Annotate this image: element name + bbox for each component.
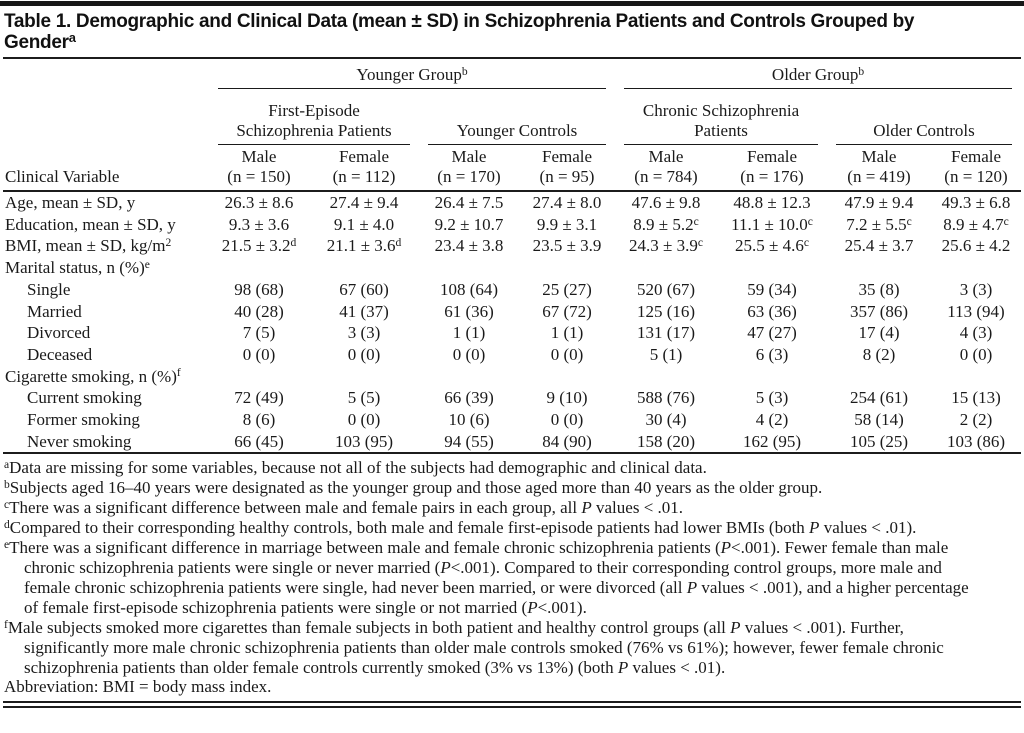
cell-value: 23.5 ± 3.9: [532, 236, 602, 256]
cell-value: 15 (13): [951, 388, 1001, 408]
row-label: Married: [27, 301, 82, 321]
cell-value: [717, 257, 827, 279]
row-label: BMI, mean ± SD, $kg/m^2$: [5, 236, 172, 256]
cell-value: 47.6 ± 9.8: [631, 193, 701, 212]
cell-value: 66 (39): [444, 388, 494, 408]
cell-value: [519, 366, 615, 388]
column-header: Female (n = 95): [519, 145, 615, 191]
group-header-label: Older Group$^b$: [624, 65, 1012, 89]
column-header-row: [3, 145, 1021, 191]
table-row: [3, 366, 1021, 388]
table-row: [3, 322, 1021, 344]
cell-value: 30 (4): [645, 410, 687, 430]
cell-value: 9.9 ± 3.1: [536, 214, 598, 234]
cell-value: 158 (20): [615, 431, 717, 454]
cell-value: 58 (14): [854, 410, 904, 430]
table-row: [3, 344, 1021, 366]
demographics-table: [3, 59, 1021, 454]
cell-value: 67 (72): [542, 301, 592, 321]
cell-value: 72 (49): [234, 388, 284, 408]
cell-value: 27.4 ± 8.0: [532, 193, 602, 212]
cell-value: 0 (0): [550, 344, 584, 364]
cell-value: 3 (3): [959, 279, 993, 299]
subgroup-header-label: Younger Controls: [428, 121, 606, 145]
cell-value: 61 (36): [444, 301, 494, 321]
row-label: Age, mean ± SD, y: [5, 193, 136, 212]
cell-value: [309, 366, 419, 388]
subgroup-header: [419, 89, 615, 145]
cell-value: 9.2 ± 10.7: [434, 214, 504, 234]
column-header: Male (n = 784): [615, 145, 717, 191]
cell-value: 0 (0): [347, 410, 381, 430]
table-title: Table 1. Demographic and Clinical Data (mean ± SD) in Schizophrenia Patients and Controls Grouped by Gender$^a$: [4, 11, 915, 53]
cell-value: 10 (6): [448, 410, 490, 430]
cell-value: 49.3 ± 6.8: [941, 193, 1011, 212]
cell-value: [615, 257, 717, 279]
cell-value: 24.3 ± 3.9$^c$: [629, 236, 703, 256]
table-row: [3, 431, 1021, 454]
subgroup-header-label: First-Episode Schizophrenia Patients: [218, 101, 410, 145]
cell-value: [615, 366, 717, 388]
column-header: Male (n = 150): [209, 145, 309, 191]
column-header: Female (n = 176): [717, 145, 827, 191]
table-body: [3, 191, 1021, 453]
cell-value: 8 (2): [862, 344, 896, 364]
abbreviation-note: Abbreviation: BMI = body mass index.: [4, 677, 272, 697]
row-label: Single: [27, 279, 71, 299]
footnote: $^c$There was a significant difference between male and female pairs in each group, all P values < .01.: [4, 498, 684, 518]
cell-value: 8 (6): [242, 410, 276, 430]
cell-value: [827, 366, 931, 388]
row-label: Divorced: [27, 323, 91, 343]
row-label: Former smoking: [27, 410, 140, 430]
cell-value: 59 (34): [747, 279, 797, 299]
bottom-double-rule: [3, 701, 1021, 708]
footnote: $^d$Compared to their corresponding healthy controls, both male and female first-episode patients had lower BMIs (both P values < .01).: [4, 517, 917, 538]
cell-value: 520 (67): [636, 279, 696, 299]
cell-value: [519, 257, 615, 279]
cell-value: 7 (5): [242, 323, 276, 343]
cell-value: 17 (4): [858, 323, 900, 343]
cell-value: 84 (90): [519, 431, 615, 454]
cell-value: 3 (3): [347, 323, 381, 343]
column-header: Male (n = 170): [419, 145, 519, 191]
column-header: Female (n = 120): [931, 145, 1021, 191]
cell-value: [309, 257, 419, 279]
cell-value: 5 (1): [649, 344, 683, 364]
footnote: $^b$Subjects aged 16–40 years were designated as the younger group and those aged more than 40 years as the older group.: [4, 478, 823, 498]
cell-value: 98 (68): [234, 279, 284, 299]
cell-value: 0 (0): [959, 344, 993, 364]
corner-spacer: [3, 59, 209, 89]
group-header-row: [3, 59, 1021, 89]
title-block: [3, 6, 1021, 59]
subgroup-header: [209, 89, 419, 145]
cell-value: [717, 366, 827, 388]
cell-value: [209, 366, 309, 388]
row-label: Deceased: [27, 344, 93, 364]
cell-value: 0 (0): [347, 344, 381, 364]
cell-value: [419, 366, 519, 388]
cell-value: 26.4 ± 7.5: [434, 193, 504, 212]
table-row: [3, 301, 1021, 323]
cell-value: 25.4 ± 3.7: [844, 236, 914, 256]
corner-spacer: [3, 89, 209, 145]
corner-label: Clinical Variable: [3, 145, 209, 191]
cell-value: 1 (1): [452, 323, 486, 343]
cell-value: 9 (10): [546, 388, 588, 408]
cell-value: 25.6 ± 4.2: [941, 236, 1011, 256]
cell-value: [931, 257, 1021, 279]
cell-value: [209, 257, 309, 279]
cell-value: 21.5 ± 3.2$^d$: [221, 236, 297, 256]
cell-value: 4 (2): [755, 410, 789, 430]
cell-value: 357 (86): [849, 301, 909, 321]
table-row: [3, 409, 1021, 431]
cell-value: 103 (86): [931, 431, 1021, 454]
cell-value: 131 (17): [636, 323, 696, 343]
cell-value: 48.8 ± 12.3: [733, 193, 811, 212]
row-label: Current smoking: [27, 388, 142, 408]
cell-value: [827, 257, 931, 279]
cell-value: 8.9 ± 4.7$^c$: [943, 214, 1009, 234]
row-label: Never smoking: [3, 431, 209, 454]
footnote: $^f$Male subjects smoked more cigarettes than female subjects in both patient and healthy control groups (all P values < .001). Further, significantly more male chronic schizophrenia patients than older male controls smoked (76% vs 61%); however, fewer female chronic schizophrenia patients than older female controls currently smoked (3% vs 13%) (both P values < .01).: [4, 617, 944, 677]
cell-value: 254 (61): [849, 388, 909, 408]
cell-value: 9.1 ± 4.0: [333, 214, 395, 234]
subgroup-header: [615, 89, 827, 145]
table-row: [3, 214, 1021, 236]
row-label: Marital status, n (%)$^e$: [5, 257, 150, 278]
cell-value: 108 (64): [439, 279, 499, 299]
cell-value: [931, 366, 1021, 388]
cell-value: 47 (27): [747, 323, 797, 343]
cell-value: 40 (28): [234, 301, 284, 321]
cell-value: 27.4 ± 9.4: [329, 193, 399, 212]
cell-value: 25 (27): [542, 279, 592, 299]
cell-value: 25.5 ± 4.6$^c$: [735, 236, 809, 256]
table-row: [3, 279, 1021, 301]
cell-value: 47.9 ± 9.4: [844, 193, 914, 212]
footnote: $^a$Data are missing for some variables, because not all of the subjects had demographic and clinical data.: [4, 458, 707, 478]
subgroup-header: [827, 89, 1021, 145]
cell-value: 588 (76): [636, 388, 696, 408]
cell-value: 9.3 ± 3.6: [228, 214, 290, 234]
cell-value: 6 (3): [755, 344, 789, 364]
cell-value: 63 (36): [747, 301, 797, 321]
cell-value: 94 (55): [419, 431, 519, 454]
table-row: [3, 387, 1021, 409]
group-header: [615, 59, 1021, 89]
column-header: Male (n = 419): [827, 145, 931, 191]
table-row: [3, 257, 1021, 279]
cell-value: 5 (3): [755, 388, 789, 408]
group-header: [209, 59, 615, 89]
subgroup-header-label: Chronic Schizophrenia Patients: [624, 101, 818, 145]
cell-value: 4 (3): [959, 323, 993, 343]
cell-value: 2 (2): [959, 410, 993, 430]
cell-value: 105 (25): [827, 431, 931, 454]
row-label: Cigarette smoking, n (%)$^f$: [5, 366, 181, 386]
subgroup-header-row: [3, 89, 1021, 145]
row-label: Education, mean ± SD, y: [5, 214, 176, 234]
table-row: [3, 235, 1021, 257]
subgroup-header-label: Older Controls: [836, 121, 1012, 145]
column-header: Female (n = 112): [309, 145, 419, 191]
cell-value: 8.9 ± 5.2$^c$: [633, 214, 699, 234]
cell-value: 23.4 ± 3.8: [434, 236, 504, 256]
cell-value: 67 (60): [339, 279, 389, 299]
cell-value: 35 (8): [858, 279, 900, 299]
cell-value: 113 (94): [947, 301, 1005, 321]
cell-value: 103 (95): [309, 431, 419, 454]
group-header-label: Younger Group$^b$: [218, 65, 606, 89]
cell-value: 26.3 ± 8.6: [224, 193, 294, 212]
cell-value: 11.1 ± 10.0$^c$: [731, 214, 813, 234]
cell-value: [419, 257, 519, 279]
cell-value: 41 (37): [339, 301, 389, 321]
cell-value: 0 (0): [452, 344, 486, 364]
footnote: $^e$There was a significant difference in marriage between male and female chronic schizophrenia patients (P<.001). Fewer female than male chronic schizophrenia patients were single or never married (P<.001). Compared to their corresponding control groups, more male and female chronic schizophrenia patients were single, had never been married, or were divorced (all P values < .001), and a higher percentage of female first-episode schizophrenia patients were single or not married (P<.001).: [4, 537, 969, 617]
cell-value: 0 (0): [550, 410, 584, 430]
table-row: [3, 191, 1021, 214]
cell-value: 125 (16): [636, 301, 696, 321]
table-head: [3, 59, 1021, 191]
cell-value: 66 (45): [209, 431, 309, 454]
cell-value: 7.2 ± 5.5$^c$: [846, 214, 912, 234]
cell-value: 21.1 ± 3.6$^d$: [326, 236, 402, 256]
footnotes: [3, 454, 980, 697]
cell-value: 5 (5): [347, 388, 381, 408]
cell-value: 1 (1): [550, 323, 584, 343]
cell-value: 0 (0): [242, 344, 276, 364]
cell-value: 162 (95): [717, 431, 827, 454]
